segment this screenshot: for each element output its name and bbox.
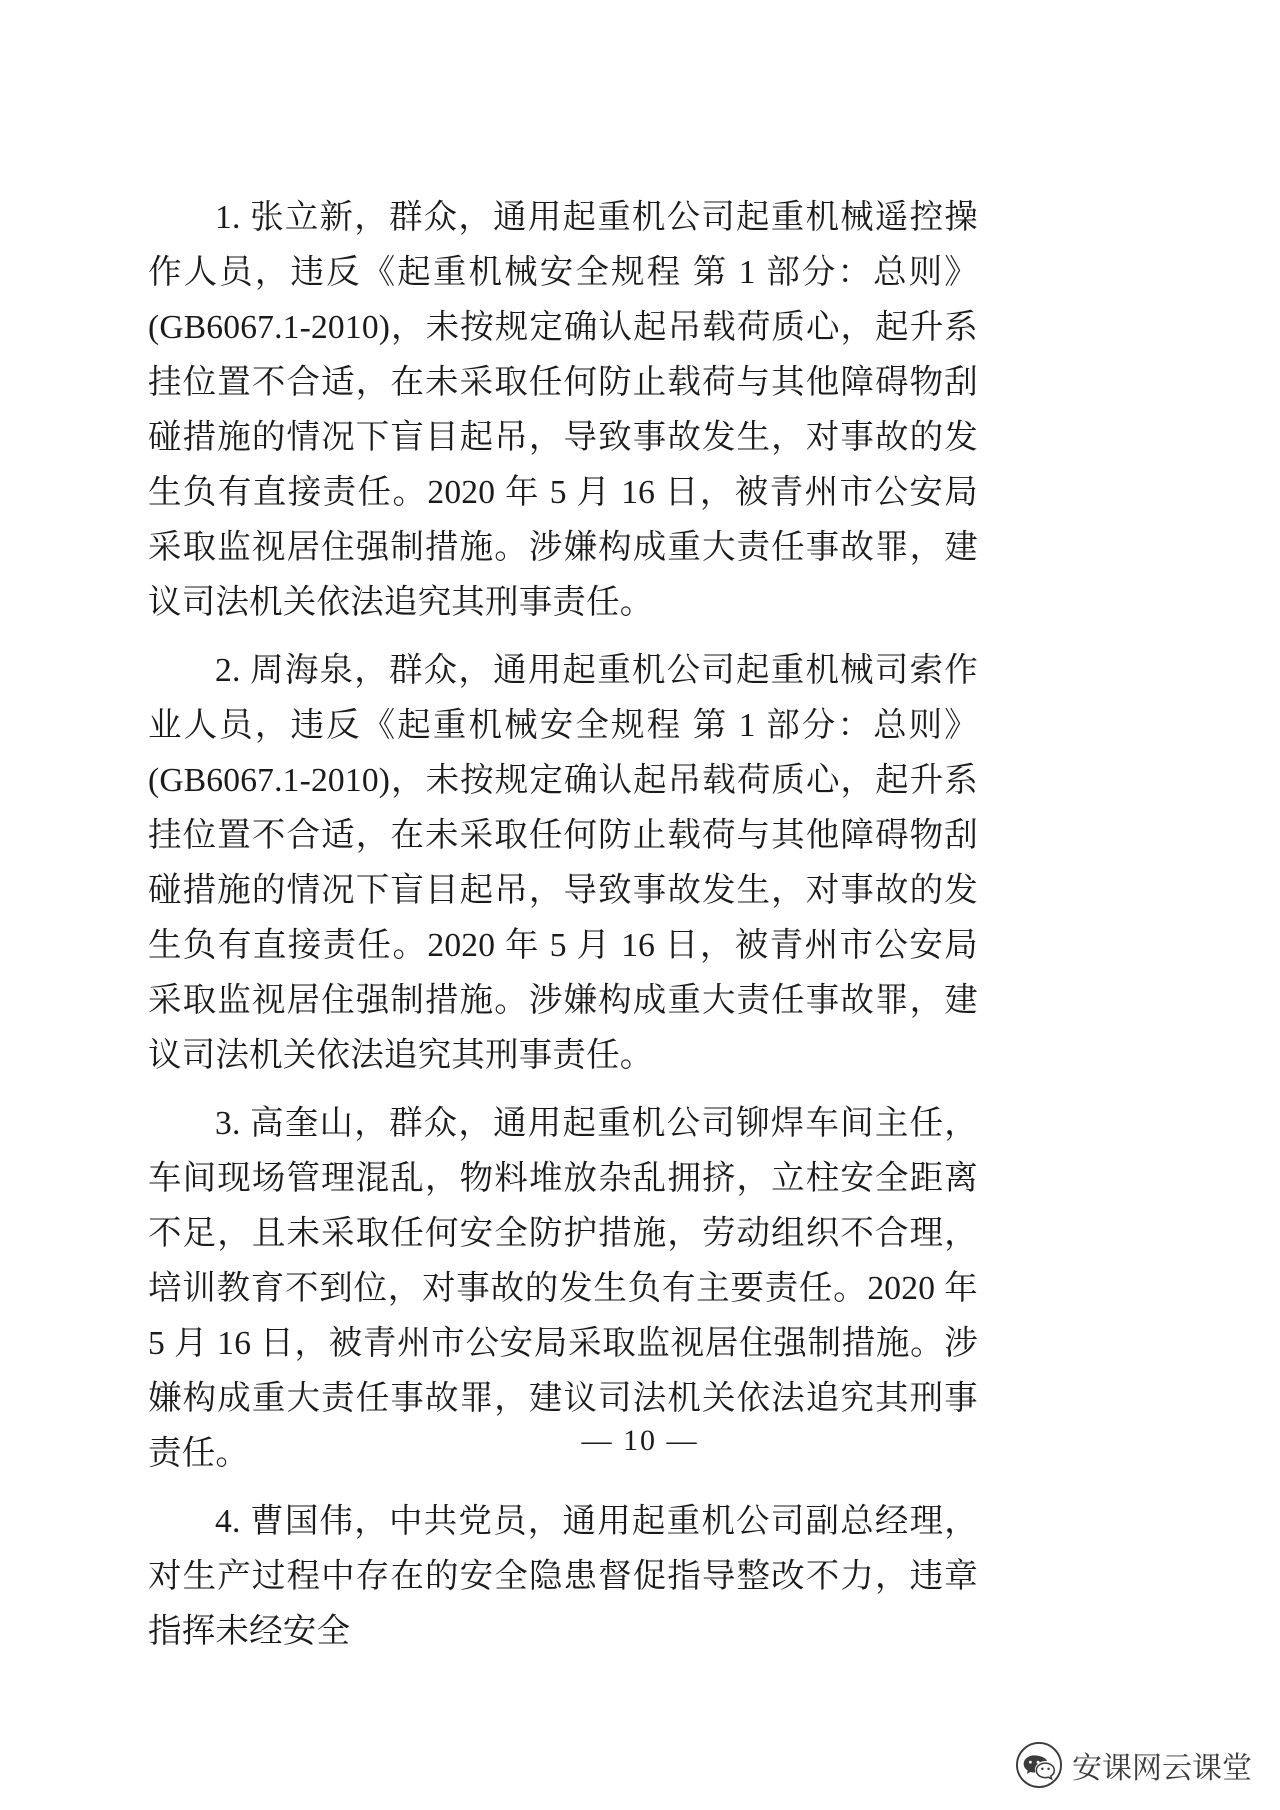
watermark-label: 安课网云课堂 [1072,1752,1252,1785]
wechat-official-account-icon [1016,1742,1062,1788]
paragraph-4: 4. 曹国伟，中共党员，通用起重机公司副总经理，对生产过程中存在的安全隐患督促指导整改不力，违章指挥未经安全 [148,1503,978,1650]
paragraph-3: 3. 高奎山，群众，通用起重机公司铆焊车间主任，车间现场管理混乱，物料堆放杂乱拥挤，立柱安全距离不足，且未采取任何安全防护措施，劳动组织不合理，培训教育不到位，对事故的发生负有主要责任。2020 年 5 月 16 日，被青州市公安局采取监视居住强制措施。涉嫌构成重大责任事故罪，建议司法机关依法追究其刑事责任。 [148,1105,978,1472]
paragraph-1: 1. 张立新，群众，通用起重机公司起重机械遥控操作人员，违反《起重机械安全规程 第 1 部分：总则》(GB6067.1-2010)，未按规定确认起吊载荷质心，起升系挂位置不合适，在未采取任何防止载荷与其他障碍物刮碰措施的情况下盲目起吊，导致事故发生，对事故的发生负有直接责任。2020 年 5 月 16 日，被青州市公安局采取监视居住强制措施。涉嫌构成重大责任事故罪，建议司法机关依法追究其刑事责任。 [148,199,978,621]
watermark [1016,1742,1252,1788]
paragraph-2: 2. 周海泉，群众，通用起重机公司起重机械司索作业人员，违反《起重机械安全规程 第 1 部分：总则》(GB6067.1-2010)，未按规定确认起吊载荷质心，起升系挂位置不合适，在未采取任何防止载荷与其他障碍物刮碰措施的情况下盲目起吊，导致事故发生，对事故的发生负有直接责任。2020 年 5 月 16 日，被青州市公安局采取监视居住强制措施。涉嫌构成重大责任事故罪，建议司法机关依法追究其刑事责任。 [148,652,978,1074]
page-number: — 10 — [581,1424,699,1457]
